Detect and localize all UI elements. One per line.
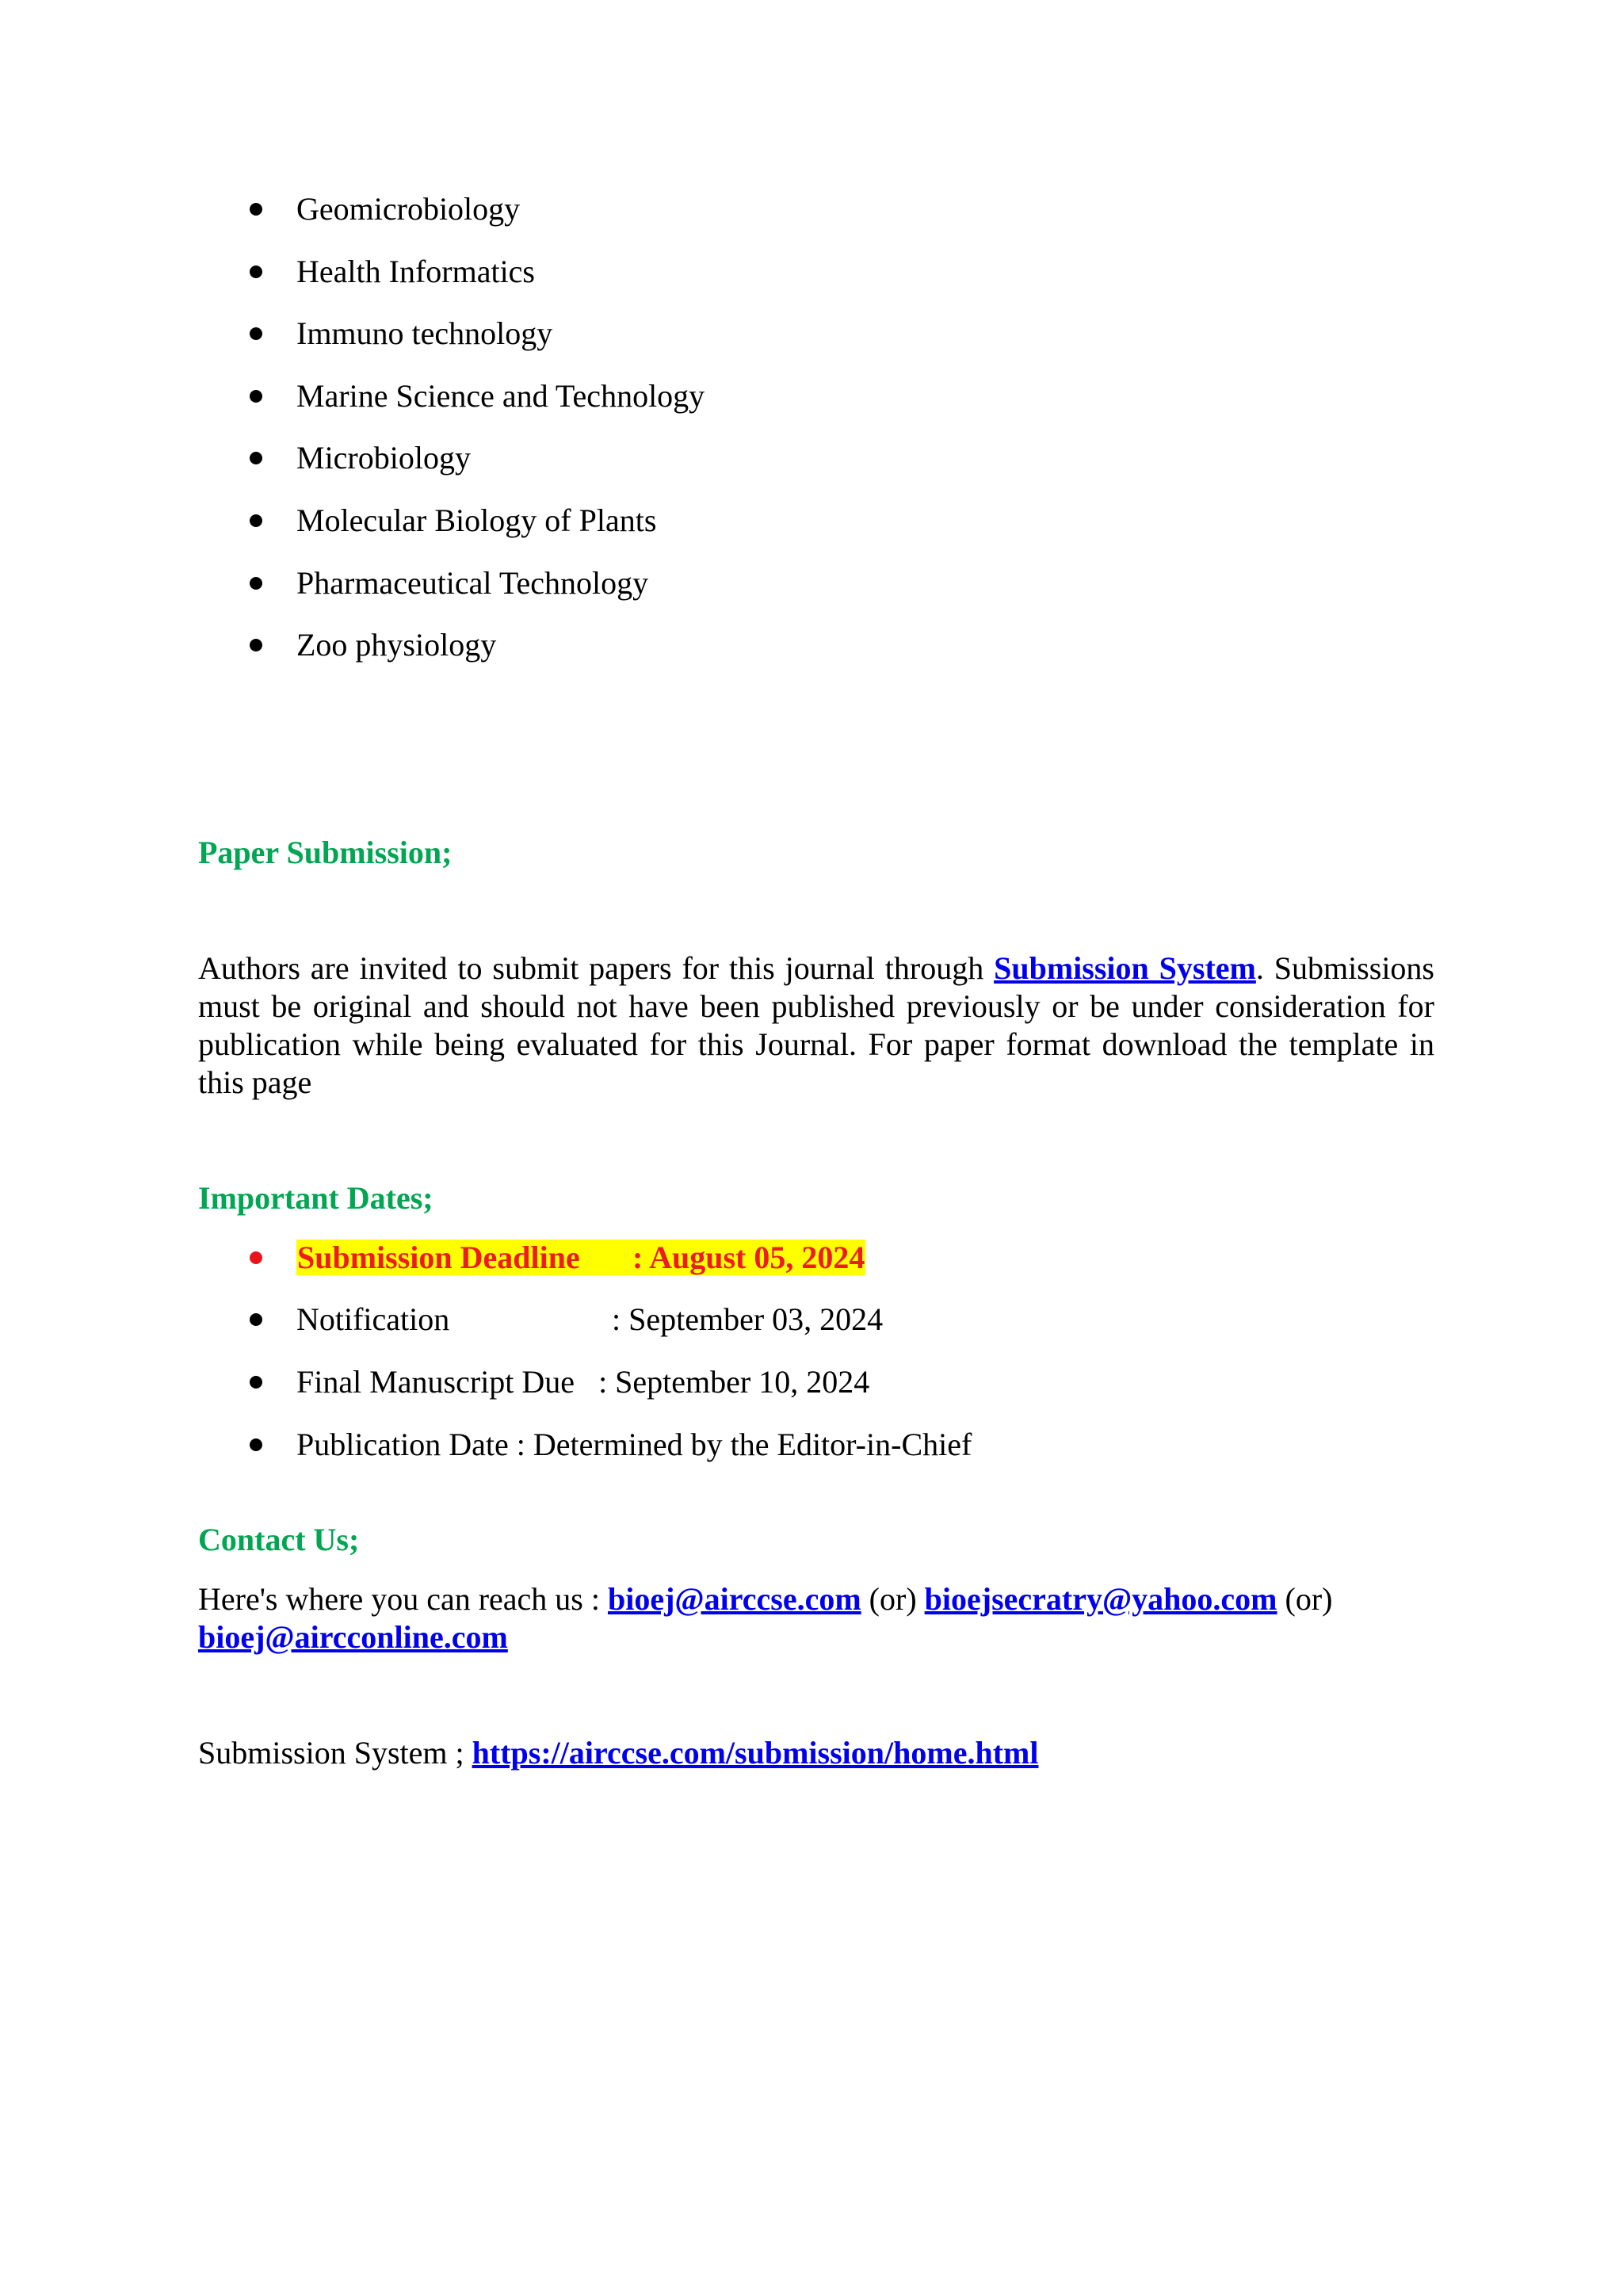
submission-text-after: . Submissions must be original and should not have been published previously or be under consideration for publication while being evaluated for this Journal. For paper format download the template in this page [198,949,1434,1100]
notification-value: : September 03, 2024 [612,1301,884,1338]
contact-sep-1: (or) [861,1581,925,1618]
final-value: : September 10, 2024 [598,1363,870,1400]
deadline-label: Submission Deadline [297,1239,580,1275]
bullet-icon [250,327,262,340]
notification-label: Notification [296,1301,450,1338]
contact-sep-2: (or) [1277,1581,1333,1618]
list-item [198,253,1434,315]
submission-system-link[interactable]: Submission System [994,949,1256,986]
topic-label: Health Informatics [296,253,535,289]
important-dates-heading: Important Dates; [198,1179,433,1216]
submission-text-before: Authors are invited to submit papers for this journal through [198,949,995,986]
topic-label: Marine Science and Technology [296,377,705,414]
bullet-icon [250,639,262,651]
list-item [198,190,1434,253]
submission-url-link[interactable]: https://airccse.com/submission/home.html [472,1735,1039,1771]
email-link-3[interactable]: bioej@aircconline.com [198,1619,508,1656]
bullet-icon [250,577,262,590]
topic-label: Microbiology [296,440,471,476]
list-item [198,377,1434,440]
list-item [198,1239,1434,1301]
bullet-icon [250,1313,262,1326]
list-item [198,502,1434,564]
final-label: Final Manuscript Due [296,1363,575,1400]
bullet-icon [250,1376,262,1389]
paper-submission-heading: Paper Submission; [198,834,453,870]
contact-intro: Here's where you can reach us : [198,1581,608,1618]
bullet-icon [250,452,262,464]
list-item [198,1426,1434,1488]
page-content [198,190,1434,1772]
contact-paragraph [198,1580,1434,1656]
deadline-value: : August 05, 2024 [632,1239,865,1275]
topic-label: Pharmaceutical Technology [296,564,649,601]
list-item [198,564,1434,627]
email-link-1[interactable]: bioej@airccse.com [607,1581,861,1618]
list-item [198,1363,1434,1426]
bullet-icon [250,203,262,216]
list-item [198,315,1434,377]
deadline-highlight [296,1240,865,1275]
list-item [198,1301,1434,1363]
publication-date: Publication Date : Determined by the Editor-in-Chief [296,1426,972,1462]
bullet-icon [250,514,262,527]
dates-list [198,1239,1434,1488]
submission-paragraph [198,949,1434,1102]
bullet-icon [250,1251,262,1264]
bullet-icon [250,1438,262,1451]
topic-label: Zoo physiology [296,627,497,663]
list-item [198,626,1434,689]
topic-label: Immuno technology [296,315,553,352]
topics-list [198,190,1434,689]
topic-label: Molecular Biology of Plants [296,502,657,538]
bullet-icon [250,390,262,403]
email-link-2[interactable]: bioejsecratry@yahoo.com [924,1581,1277,1618]
contact-heading: Contact Us; [198,1522,360,1558]
submission-system-line [198,1734,1434,1772]
topic-label: Geomicrobiology [296,191,521,227]
list-item [198,439,1434,502]
system-label: Submission System ; [198,1735,472,1771]
bullet-icon [250,266,262,278]
